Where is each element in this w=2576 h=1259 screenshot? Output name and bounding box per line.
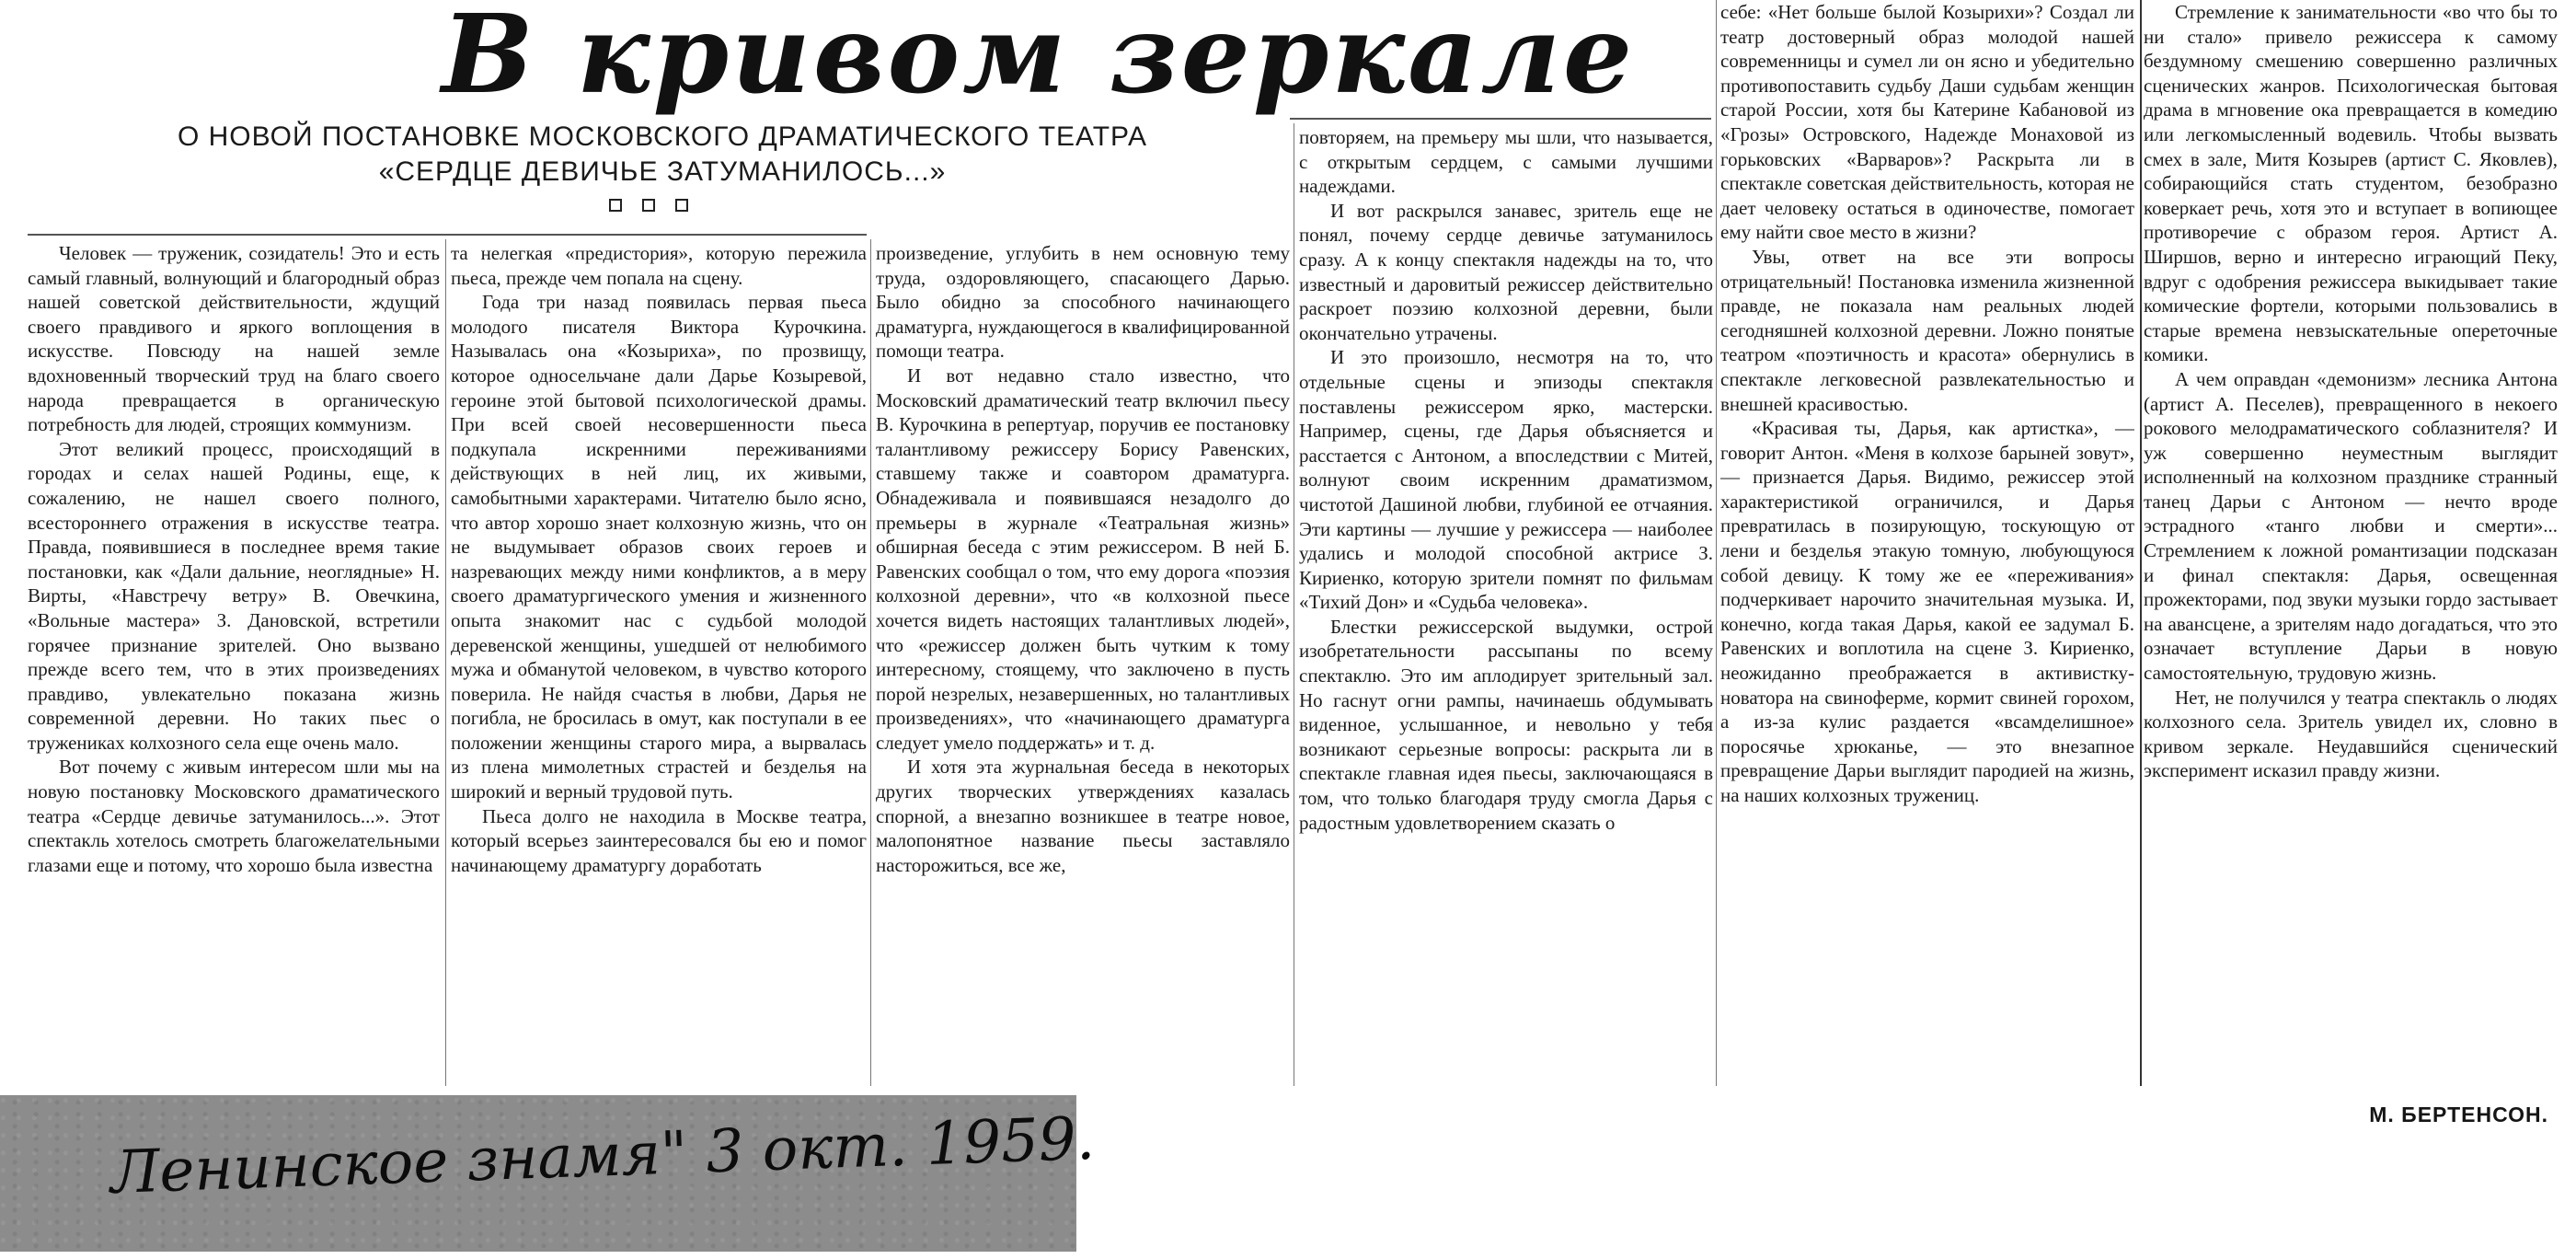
paragraph: Человек — труженик, созидатель! Это и есть самый главный, волнующий и благородный образ нашей советской действительности, ждущий своего правдивого и яркого воплощения в искусстве. Повсюду на нашей земле вдохновенный творческий труд на благо своего народа превращается в органическую потребность для людей, строящих коммунизм. [28,242,440,436]
paragraph: та нелегкая «предистория», которую пережила пьеса, прежде чем попала на сцену. [451,242,867,289]
column-rule [2140,0,2142,1086]
article-subheading [166,120,1159,190]
subhead-line-1: О НОВОЙ ПОСТАНОВКЕ МОСКОВСКОГО ДРАМАТИЧЕСКОГО ТЕАТРА [177,121,1148,152]
paragraph: себе: «Нет больше былой Козырихи»? Создал ли театр достоверный образ молодой нашей современницы и сумел ли он ясно и убедительно противопоставить судьбу Даши судьбам женщин старой России, хотя бы Катерине Кабановой из «Грозы» Островского, Надежде Монаховой из горьковских «Варваров»? Раскрыта ли в спектакле советская действительность, которая не дает человеку остаться в одиночестве, помогает ему найти свое место в жизни? [1720,1,2134,244]
paragraph: И хотя эта журнальная беседа в некоторых других творческих утверждениях казалась спорной, а внезапно возникшее в театре новое, малопонятное название пьесы заставляло насторожиться, все же, [876,756,1290,876]
paragraph: И вот раскрылся занавес, зритель еще не понял, почему сердце девичье затуманилось сразу. А к концу спектакля надежды на то, что известный и даровитый режиссер действительно раскроет поэзию колхозной деревни, были окончательно утрачены. [1299,199,1713,344]
author-signature: М. БЕРТЕНСОН. [2369,1103,2548,1126]
paragraph: повторяем, на премьеру мы шли, что называется, с открытым сердцем, с самыми лучшими надеждами. [1299,126,1713,198]
ornament-divider [598,199,699,217]
text-column-2 [451,241,867,1086]
paragraph: Нет, не получился у театра спектакль о людях колхозного села. Зритель увидел их, словно в кривом зеркале. Неудавшийся сценический эксперимент исказил правду жизни. [2144,686,2558,782]
paragraph: И вот недавно стало известно, что Московский драматический театр включил пьесу В. Курочкина в репертуар, поручив ее постановку талантливому режиссеру Борису Равенских, ставшему также и соавтором драматурга. Обнадеживала и появившаяся незадолго до премьеры в журнале «Театральная жизнь» обширная беседа с этим режиссером. В ней Б. Равенских сообщал о том, что ему дорога «поэзия колхозной деревни», что «в колхозной пьесе хочется видеть настоящих талантливых людей», что «режиссер должен быть чутким к тому интересному, стоящему, что заключено в пусть порой незрелых, незавершенных, но талантливых произведениях», что «начинающего драматурга следует умело поддержать» и т. д. [876,364,1290,754]
column-rule [445,239,446,1086]
text-column-3 [876,241,1290,1086]
article-headline: В кривом зеркале [442,0,1636,118]
paragraph: И это произошло, несмотря на то, что отдельные сцены и эпизоды спектакля поставлены режиссером ярко, мастерски. Например, сцены, где Дарья объясняется и расстается с Антоном, а впоследствии с Митей, волнуют своим искренним драматизмом, чистотой Дашиной любви, глубиной ее отчаяния. Эти картины — лучшие у режиссера — наиболее удались и молодой способной актрисе З. Кириенко, которую зрители помнят по фильмам «Тихий Дон» и «Судьба человека». [1299,346,1713,614]
text-column-4 [1299,125,1713,1086]
text-column-1 [28,241,440,1086]
ornament-square [609,199,622,212]
divider-rule [1290,118,1711,120]
divider-rule [28,234,867,236]
paragraph: Вот почему с живым интересом шли мы на новую постановку Московского драматического театра «Сердце девичье затуманилось...». Этот спектакль хотелось смотреть благожелательными глазами еще и потому, что хорошо была известна [28,756,440,876]
paragraph: А чем оправдан «демонизм» лесника Антона (артист А. Песелев), превращенного в некоего рокового мелодраматического соблазнителя? И уж совершенно неуместным выглядит исполненный на колхозном празднике странный танец Дарьи с Антоном — нечто вроде эстрадного «танго любви и смерти»... Стремлением к ложной романтизации подсказан и финал спектакля: Дарья, освещенная прожекторами, под звуки музыки гордо застывает на авансцене, а зрителям надо догадаться, что это означает вступление Дарьи в новую самостоятельную, трудовую жизнь. [2144,367,2558,685]
paragraph: Этот великий процесс, происходящий в городах и селах нашей Родины, еще, к сожалению, не нашел своего полного, всестороннего отражения в искусстве театра. Правда, появившиеся в последнее время такие постановки, как «Дали дальние, неоглядные» Н. Вирты, «Навстречу ветру» В. Овечкина, «Вольные мастера» З. Дановской, встретили горячее признание зрителей. Оно вызвано прежде всего тем, что в этих произведениях правдиво, увлекательно показана жизнь современной деревни. Но таких пьес о тружениках колхозного села еще очень мало. [28,437,440,754]
text-column-6 [2144,0,2558,1086]
paragraph: «Красивая ты, Дарья, как артистка», — говорит Антон. «Меня в колхозе барыней зовут», — признается Дарья. Видимо, режиссер этой характеристикой ограничился, и Дарья превратилась в позирующую, тоскующую от лени и безделья этакую томную, любующуюся собой девицу. К тому же ее «переживания» подчеркивает нарочито значительная музыка. И, конечно, когда такая Дарья, какой ее задумал Б. Равенских и воплотила на сцене З. Кириенко, неожиданно преображается в активистку-новатора на свиноферме, кормит свиней горохом, а из-за кулис раздается «всамделишное» поросячье хрюканье, — это внезапное превращение Дарьи выглядит пародией на жизнь, на наших колхозных тружениц. [1720,417,2134,806]
subhead-line-2: «СЕРДЦЕ ДЕВИЧЬЕ ЗАТУМАНИЛОСЬ...» [378,156,947,187]
paragraph: Года три назад появилась первая пьеса молодого писателя Виктора Курочкина. Называлась она «Козыриха», по прозвищу, которое односельчане дали Дарье Козыревой, героине этой бытовой психологической драмы. При всей своей несовершенности пьеса подкупала искренними переживаниями действующих в ней лиц, их живыми, самобытными характерами. Читателю было ясно, что автор хорошо знает колхозную жизнь, что он не выдумывает образов своих героев и назревающих между ними конфликтов, а в меру своего драматургического умения и жизненного опыта знакомит нас с судьбой молодой деревенской женщины, ушедшей от нелюбимого мужа и обманутой человеком, в чувство которого поверила. Не найдя счастья в любви, Дарья не погибла, не бросилась в омут, как поступали в ее положении женщины старого мира, а вырвалась из плена мимолетных страстей и безделья на широкий и верный трудовой путь. [451,291,867,803]
column-rule [870,239,871,1086]
ornament-square [642,199,655,212]
handwritten-source-note: Ленинское знамя" 3 окт. 1959. [109,1104,1097,1207]
ornament-square [675,199,688,212]
paragraph: произведение, углубить в нем основную тему труда, оздоровляющего, спасающего Дарью. Было обидно за способного начинающего драматурга, нуждающегося в квалифицированной помощи театра. [876,242,1290,363]
paragraph: Увы, ответ на все эти вопросы отрицательный! Постановка изменила жизненной правде, не показала нам реальных людей сегодняшней колхозной деревни. Ложно понятые театром «поэтичность и красота» обернулись в спектакле легковесной развлекательностью и внешней красивостью. [1720,245,2134,415]
paragraph: Пьеса долго не находила в Москве театра, который всерьез заинтересовался бы ею и помог начинающему драматургу доработать [451,804,867,876]
paragraph: Стремление к занимательности «во что бы то ни стало» привело режиссера к самому бездумному смешению совершенно различных сценических жанров. Психологическая бытовая драма в мгновение ока превращается в комедию или легкомысленный водевиль. Чтобы вызвать смех в зале, Митя Козырев (артист С. Яковлев), собирающийся стать студентом, безобразно коверкает речь, хотя это и вступает в вопиющее противоречие с образом героя. Артист А. Ширшов, верно и интересно играющий Пеку, вдруг с одобрения режиссера выкидывает такие комические фортели, которыми пользовались в старые времена невзыскательные опереточные комики. [2144,1,2558,366]
column-rule [1716,0,1717,1086]
text-column-5 [1720,0,2134,1086]
paragraph: Блестки режиссерской выдумки, острой изобретательности рассыпаны по всему спектаклю. Это им аплодирует зрительный зал. Но гаснут огни рампы, начинаешь обдумывать виденное, услышанное, и невольно у тебя возникают серьезные вопросы: раскрыта ли в спектакле главная идея пьесы, заключающаяся в том, что только благодаря труду смогла Дарья с радостным удовлетворением сказать о [1299,615,1713,834]
